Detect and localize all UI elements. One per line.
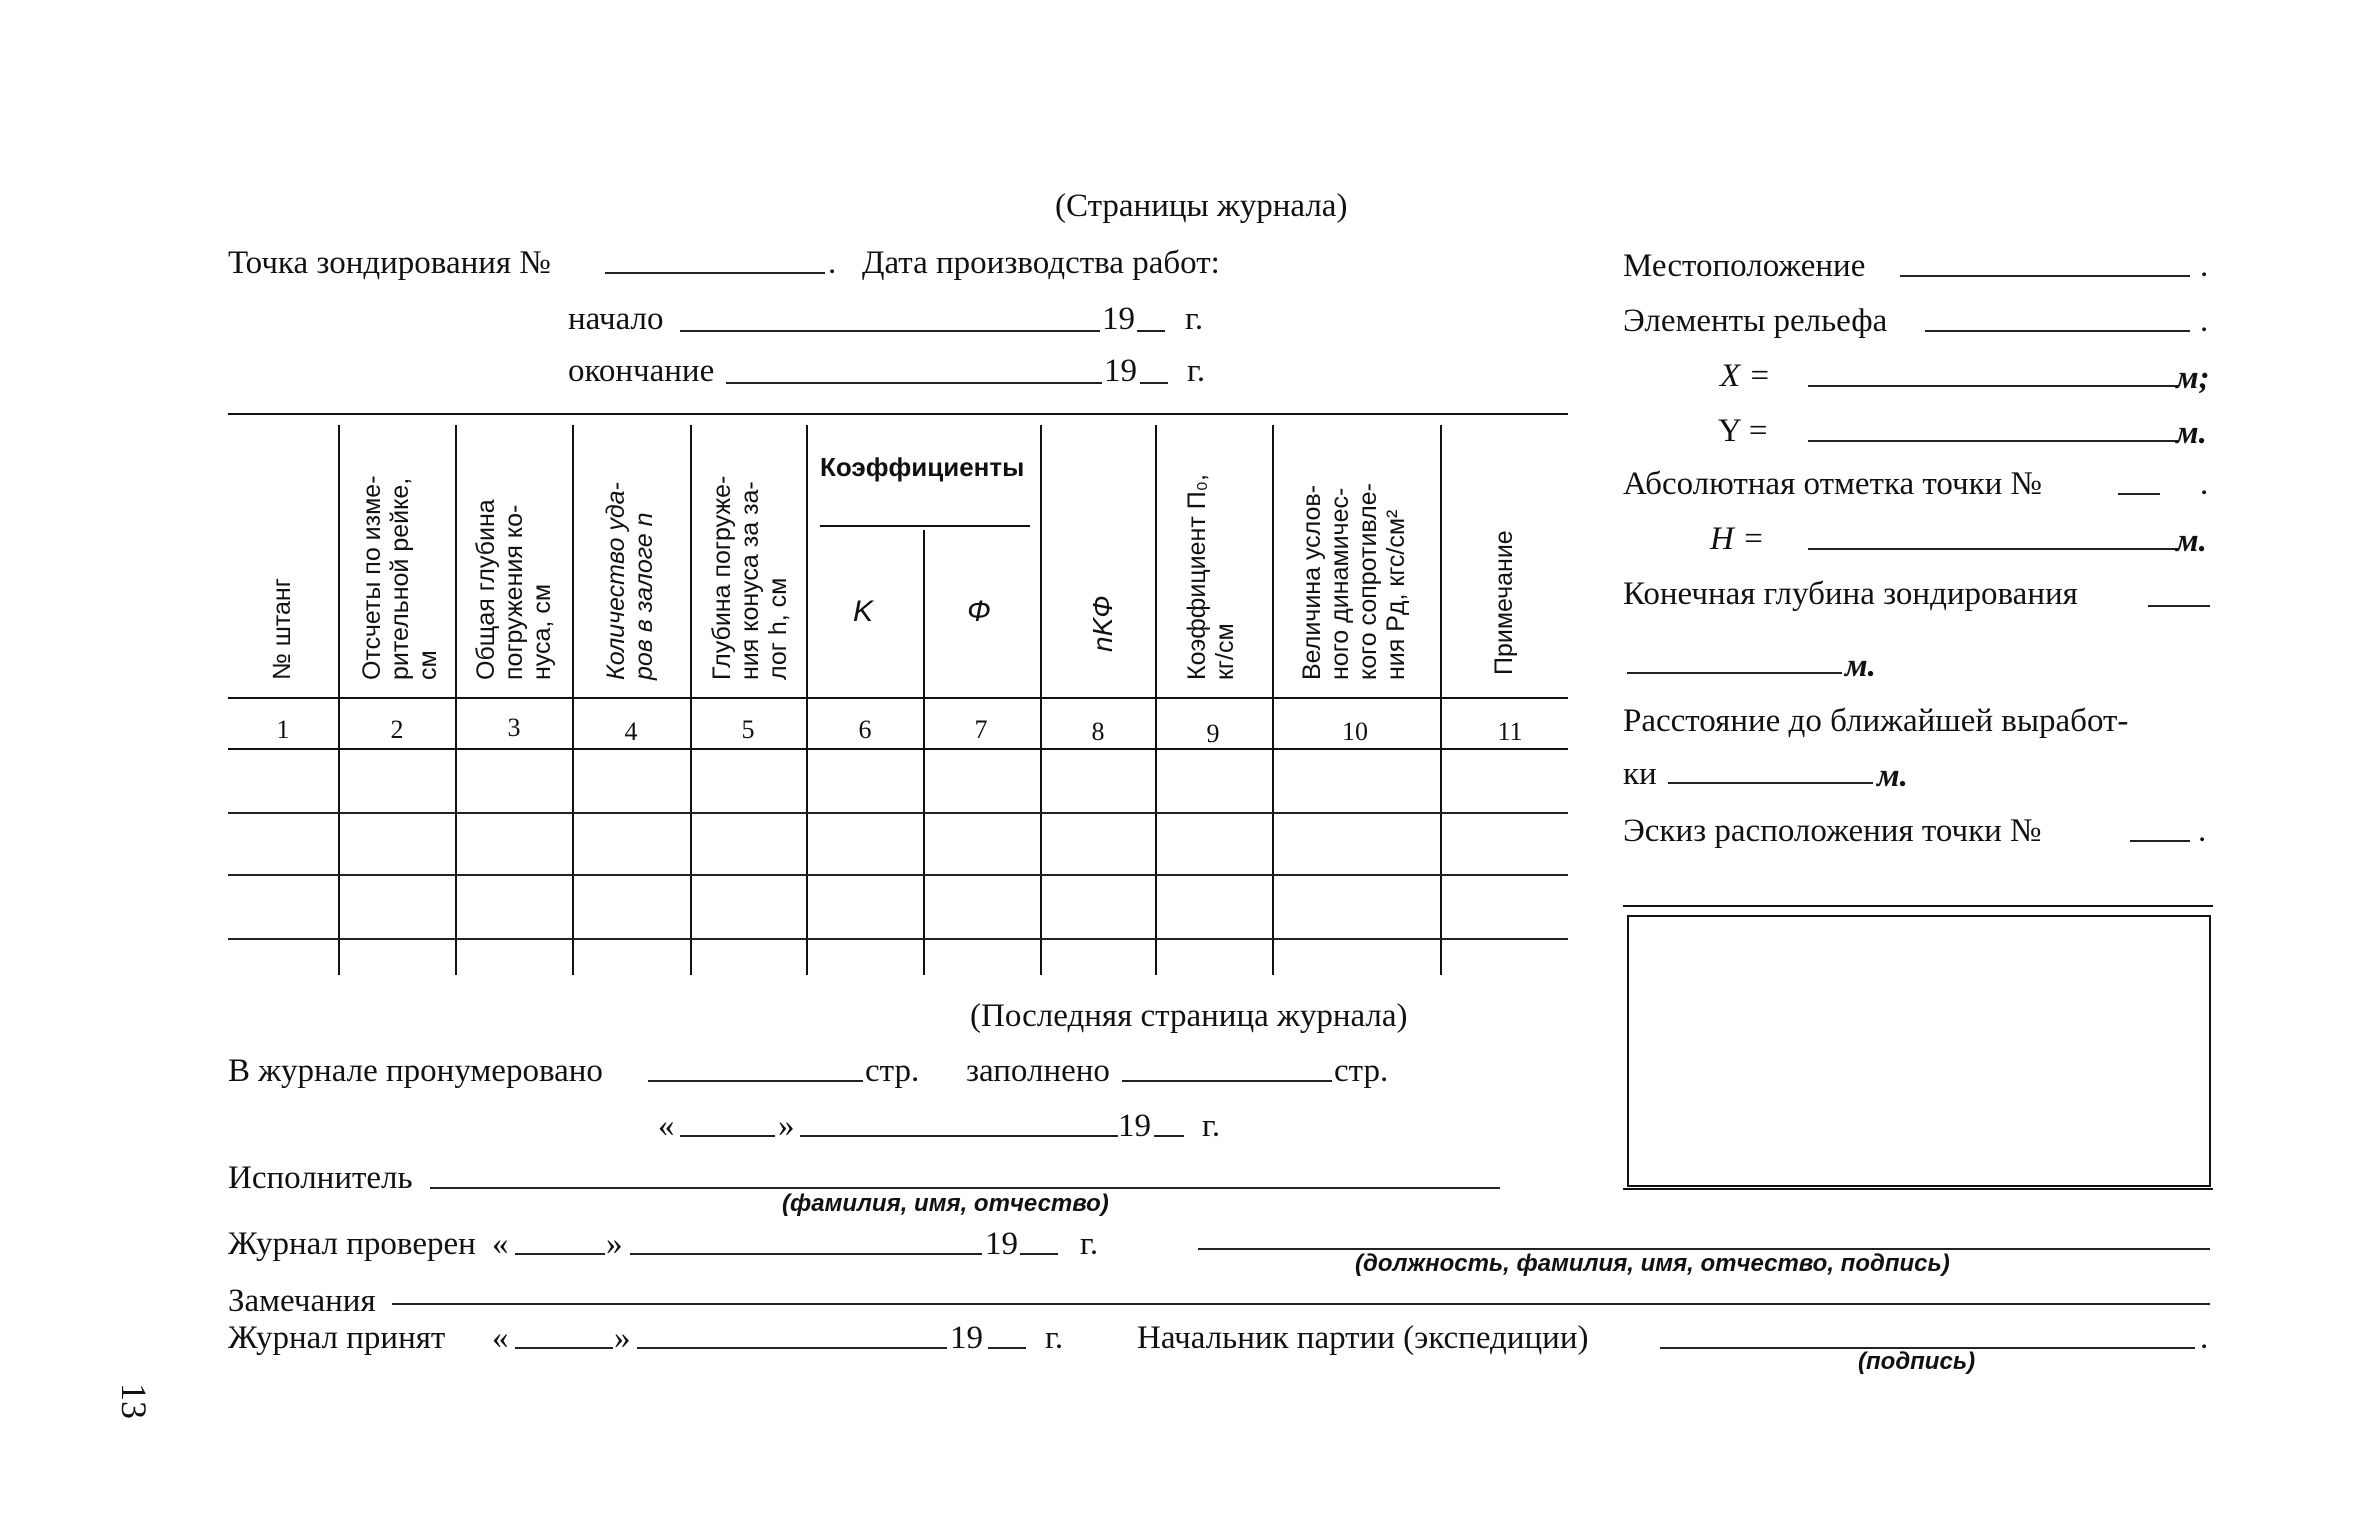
col-divider xyxy=(1040,425,1042,975)
checked-quote-open: « xyxy=(492,1226,509,1262)
abs-mark-label: Абсолютная отметка точки № xyxy=(1623,466,2043,502)
col-divider xyxy=(455,425,457,975)
start-year-line xyxy=(1137,330,1165,332)
point-label: Точка зондирования № xyxy=(228,245,551,281)
number-row-line xyxy=(228,748,1568,750)
checked-year: 19 xyxy=(985,1226,1018,1262)
header-rod-number: № штанг xyxy=(268,578,296,680)
remarks-label: Замечания xyxy=(228,1283,376,1319)
header-depth-per-set: Глубина погруже- ния конуса за за- лог h, см xyxy=(708,475,792,680)
signature-caption: (подпись) xyxy=(1858,1348,1976,1375)
col-number: 11 xyxy=(1497,717,1523,746)
checked-day-line xyxy=(515,1253,605,1255)
page-heading: (Страницы журнала) xyxy=(1055,188,1348,224)
end-date-line xyxy=(726,382,1102,384)
relief-line xyxy=(1925,330,2190,332)
relief-dot: . xyxy=(2200,303,2209,339)
col-number: 1 xyxy=(276,715,290,744)
h-line xyxy=(1808,548,2178,550)
col-divider xyxy=(1440,425,1442,975)
point-dot: . xyxy=(828,245,837,281)
date-quote-close: » xyxy=(778,1108,795,1144)
accepted-year: 19 xyxy=(950,1320,983,1356)
date-year-suffix: г. xyxy=(1202,1108,1221,1144)
date-year-line xyxy=(1154,1135,1184,1137)
accepted-label: Журнал принят xyxy=(228,1320,446,1356)
col-number: 10 xyxy=(1342,717,1368,746)
sketch-dot: . xyxy=(2198,813,2207,849)
x-line xyxy=(1808,385,2178,387)
table-top-border xyxy=(228,413,1568,415)
y-label: Y = xyxy=(1718,413,1768,449)
x-unit: м; xyxy=(2176,360,2210,396)
date-label: Дата производства работ: xyxy=(862,245,1220,281)
executor-line xyxy=(430,1187,1500,1189)
abs-mark-dot: . xyxy=(2200,466,2209,502)
accepted-quote-close: » xyxy=(614,1320,631,1356)
col-number: 8 xyxy=(1091,717,1105,746)
final-depth-line-2 xyxy=(1627,672,1842,674)
accepted-quote-open: « xyxy=(492,1320,509,1356)
col-number: 4 xyxy=(624,717,638,746)
header-blow-count: Количество уда- ров в залоге n xyxy=(602,482,658,680)
col-divider xyxy=(572,425,574,975)
executor-caption: (фамилия, имя, отчество) xyxy=(782,1190,1109,1217)
checked-caption: (должность, фамилия, имя, отчество, подпись) xyxy=(1355,1250,1950,1277)
abs-mark-number-line xyxy=(2118,493,2160,495)
distance-line xyxy=(1668,782,1873,784)
location-label: Местоположение xyxy=(1623,248,1866,284)
x-label: X = xyxy=(1720,358,1771,394)
sketch-box xyxy=(1627,915,2211,1187)
end-label: окончание xyxy=(568,353,715,389)
table-row xyxy=(228,874,1568,876)
end-year: 19 xyxy=(1104,353,1137,389)
date-quote-open: « xyxy=(658,1108,675,1144)
numbered-pages: стр. xyxy=(865,1053,920,1089)
h-label: H = xyxy=(1710,521,1765,557)
checked-label: Журнал проверен xyxy=(228,1226,476,1262)
accepted-month-line xyxy=(637,1347,947,1349)
header-rod-readings: Отсчеты по изме- рительной рейке, см xyxy=(358,475,442,680)
distance-unit: м. xyxy=(1877,758,1908,794)
numbered-line xyxy=(648,1080,863,1082)
location-line xyxy=(1900,275,2190,277)
header-k: K xyxy=(853,595,874,628)
col-number: 9 xyxy=(1206,719,1220,748)
header-total-depth: Общая глубина погружения ко- нуса, см xyxy=(472,499,556,680)
distance-label: Расстояние до ближайшей выработ- xyxy=(1623,703,2129,739)
start-year: 19 xyxy=(1102,301,1135,337)
sketch-label: Эскиз расположения точки № xyxy=(1623,813,2042,849)
start-label: начало xyxy=(568,301,664,337)
end-year-line xyxy=(1140,382,1168,384)
date-year: 19 xyxy=(1118,1108,1151,1144)
accepted-day-line xyxy=(515,1347,613,1349)
col-number: 7 xyxy=(974,715,988,744)
numbered-label: В журнале пронумеровано xyxy=(228,1053,603,1089)
header-nkf: nKФ xyxy=(1087,595,1118,652)
coef-group-line xyxy=(820,525,1030,527)
table-row xyxy=(228,812,1568,814)
remarks-line xyxy=(392,1303,2210,1305)
checked-year-line xyxy=(1020,1253,1058,1255)
col-divider xyxy=(1272,425,1274,975)
relief-label: Элементы рельефа xyxy=(1623,303,1888,339)
col-divider xyxy=(923,530,925,975)
final-depth-label: Конечная глубина зондирования xyxy=(1623,576,2078,612)
final-depth-line xyxy=(2148,605,2210,607)
filled-pages: стр. xyxy=(1334,1053,1389,1089)
start-year-suffix: г. xyxy=(1185,301,1204,337)
start-date-line xyxy=(680,330,1100,332)
filled-label: заполнено xyxy=(966,1053,1110,1089)
filled-line xyxy=(1122,1080,1332,1082)
location-dot: . xyxy=(2200,248,2209,284)
header-dynamic-resistance: Величина услов- ного динамичес- кого сопротивле- ния Pд, кгс/см² xyxy=(1298,483,1410,680)
end-year-suffix: г. xyxy=(1187,353,1206,389)
header-coef-p0: Коэффициент П₀, кг/см xyxy=(1183,473,1239,680)
y-unit: м. xyxy=(2176,415,2207,451)
col-number: 6 xyxy=(858,715,872,744)
coef-group-header: Коэффициенты xyxy=(820,452,1025,482)
executor-label: Исполнитель xyxy=(228,1160,413,1196)
col-number: 3 xyxy=(507,713,521,742)
header-bottom-line xyxy=(228,697,1568,699)
chief-label: Начальник партии (экспедиции) xyxy=(1137,1320,1589,1356)
col-divider xyxy=(806,425,808,975)
y-line xyxy=(1808,440,2178,442)
accepted-year-line xyxy=(988,1347,1026,1349)
point-number-line xyxy=(605,272,825,274)
table-row xyxy=(228,938,1568,940)
col-divider xyxy=(338,425,340,975)
date-day-line xyxy=(680,1135,775,1137)
sketch-top-line xyxy=(1623,905,2213,907)
distance-cont: ки xyxy=(1623,756,1657,792)
checked-year-suffix: г. xyxy=(1080,1226,1099,1262)
page-number: 13 xyxy=(114,1383,154,1419)
header-note: Примечание xyxy=(1490,530,1518,675)
col-divider xyxy=(690,425,692,975)
sketch-number-line xyxy=(2130,840,2190,842)
final-depth-unit: м. xyxy=(1845,648,1876,684)
header-f: Ф xyxy=(967,595,991,628)
checked-month-line xyxy=(630,1253,982,1255)
col-number: 5 xyxy=(741,715,755,744)
last-page-heading: (Последняя страница журнала) xyxy=(970,998,1408,1034)
checked-quote-close: » xyxy=(606,1226,623,1262)
sketch-bottom-line xyxy=(1623,1188,2213,1190)
col-number: 2 xyxy=(390,715,404,744)
chief-dot: . xyxy=(2200,1320,2209,1356)
date-month-line xyxy=(800,1135,1118,1137)
h-unit: м. xyxy=(2176,523,2207,559)
accepted-year-suffix: г. xyxy=(1045,1320,1064,1356)
col-divider xyxy=(1155,425,1157,975)
